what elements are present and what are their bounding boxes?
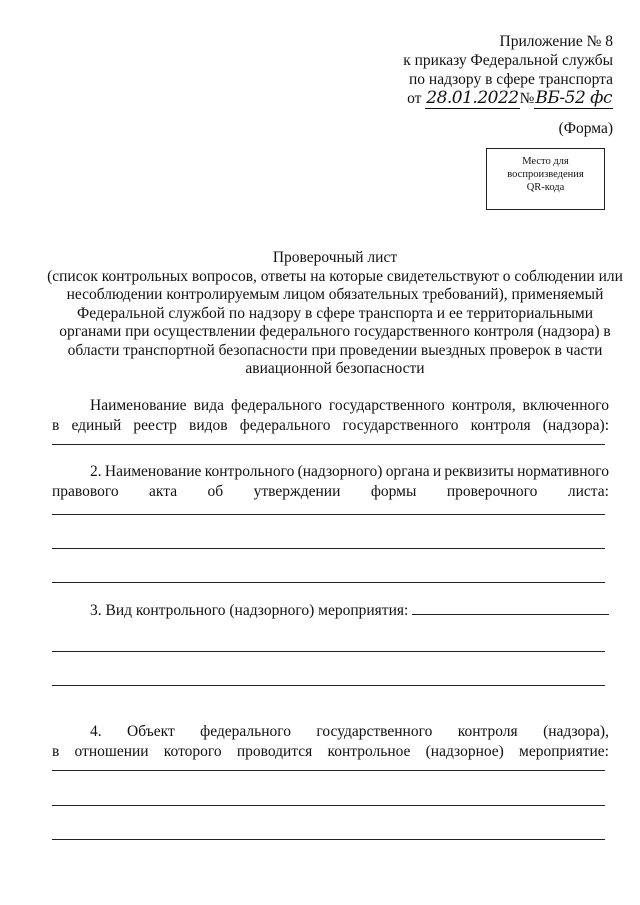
item-4-line-2 [52, 742, 609, 762]
word: проводится [236, 743, 313, 760]
word: видов [189, 417, 228, 434]
word: в [52, 417, 60, 434]
handwritten-number: ВБ-52 фс [535, 88, 612, 108]
document-title [40, 249, 630, 379]
word: (надзорное) [425, 743, 504, 760]
word: 2. [90, 463, 102, 480]
word: и [432, 463, 442, 480]
title-line-2: (список контрольных вопросов, ответы на которые свидетельствуют о соблюдении или [47, 267, 623, 285]
word: контроля, [451, 397, 516, 414]
word: федерального [239, 417, 331, 434]
word: Наименование [104, 463, 202, 480]
qr-text-2: воспроизведения [507, 169, 584, 180]
item-2-line-2 [52, 482, 609, 502]
word: которого [163, 743, 222, 760]
item-3-inline-fill[interactable] [412, 614, 609, 615]
word: единый [71, 417, 122, 434]
word: органа [385, 463, 430, 480]
item-4-fill-line-1[interactable] [52, 770, 605, 771]
word: (надзора), [543, 723, 609, 740]
word: государственного [342, 417, 459, 434]
title-line-3: несоблюдении контролируемым лицом обязательных требований), применяемый [66, 286, 604, 303]
title-line-4: Федеральной службой по надзору в сфере транспорта и ее территориальными [76, 304, 594, 322]
item-4-line-1 [52, 722, 609, 742]
item-2-fill-line-2[interactable] [52, 548, 605, 549]
qr-text-3: QR-кода [526, 182, 565, 193]
word: государственного [328, 397, 445, 414]
word: проверочного [446, 483, 538, 500]
handwritten-date: 28.01.2022 [426, 88, 519, 108]
word: контроля [457, 723, 518, 740]
item-2-text [52, 462, 609, 502]
qr-text-1: Место для [522, 156, 569, 167]
word: (надзора): [542, 417, 609, 434]
word: федерального [200, 723, 291, 740]
item-1-line-1 [52, 396, 609, 416]
word: акта [149, 483, 178, 500]
item-3-fill-line-1[interactable] [52, 651, 605, 652]
word: нормативного [517, 463, 609, 480]
item-4-fill-line-3[interactable] [52, 839, 605, 840]
item-2-fill-line-3[interactable] [52, 582, 605, 583]
title-line-1: Проверочный лист [272, 249, 398, 266]
word: контрольного [204, 463, 295, 480]
word: (надзорного) [297, 463, 383, 480]
number-sign: № [519, 90, 535, 107]
word: федерального [231, 397, 322, 414]
item-4-text [52, 722, 609, 762]
word: контроля [470, 417, 531, 434]
word: контрольное [327, 743, 411, 760]
word: утверждении [253, 483, 341, 500]
word: реестр [133, 417, 177, 434]
word: 4. [90, 723, 102, 740]
word: в [52, 743, 60, 760]
title-line-5: органами при осуществлении федерального государственного контроля (надзора) в [59, 323, 611, 340]
item-3-fill-line-2[interactable] [52, 685, 605, 686]
order-reference: к приказу Федеральной службы [403, 52, 613, 69]
word: отношении [74, 743, 149, 760]
word: реквизиты [444, 463, 514, 480]
attachment-number: Приложение № 8 [499, 33, 613, 50]
item-1-fill-line[interactable] [52, 444, 605, 445]
word: включенного [522, 397, 609, 414]
word: формы [370, 483, 417, 500]
from-prefix: от [407, 90, 422, 107]
word: правового [52, 483, 119, 500]
service-name: по надзору в сфере транспорта [408, 71, 613, 88]
item-3-text: 3. Вид контрольного (надзорного) мероприятия: [90, 602, 409, 619]
qr-code-placeholder [486, 148, 605, 210]
item-1-line-2 [52, 416, 609, 436]
item-2-fill-line-1[interactable] [52, 514, 605, 515]
item-1-text [52, 396, 609, 436]
title-line-6: области транспортной безопасности при проведении выездных проверок в части [67, 341, 603, 359]
form-label: (Форма) [558, 120, 613, 137]
word: Объект [127, 723, 175, 740]
order-date-line [403, 89, 613, 108]
word: об [207, 483, 224, 500]
attachment-header [403, 32, 613, 108]
item-2-line-1 [52, 462, 609, 482]
word: государственного [316, 723, 433, 740]
item-4-fill-line-2[interactable] [52, 805, 605, 806]
word: листа: [567, 483, 609, 500]
word: Наименование [90, 397, 187, 414]
word: мероприятие: [519, 743, 609, 760]
title-line-7: авиационной безопасности [245, 360, 425, 377]
word: вида [193, 397, 224, 414]
